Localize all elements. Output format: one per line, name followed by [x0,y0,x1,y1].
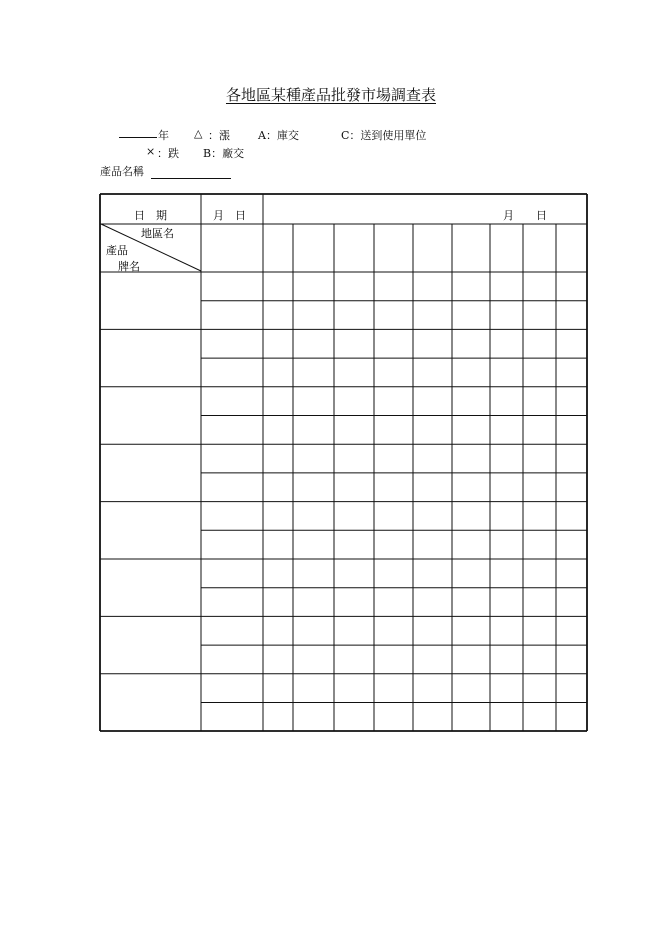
brand-name-header: 牌名 [118,260,140,273]
date-header: 日 期 [134,209,167,222]
product-name-label: 產品名稱 [100,165,144,178]
region-name-header: 地區名 [141,227,174,240]
rise-label: ：漲 [208,129,230,142]
fall-symbol: × [146,145,156,158]
table-outer-border [100,194,587,731]
table-grid-lines [100,194,587,731]
legend-b: B：廠交 [203,147,245,160]
year-label: 年 [158,129,169,142]
legend-c: C：送到使用單位 [341,129,427,142]
product-header: 產品 [106,244,128,257]
page-title: 各地區某種產品批發市場調查表 [225,86,436,104]
first-date-header: 月 日 [213,209,246,222]
range-end-date-header: 月 日 [503,209,547,222]
fall-label: ：跌 [157,147,179,160]
legend-a: A：庫交 [258,129,299,142]
rise-symbol: △ [194,127,203,140]
